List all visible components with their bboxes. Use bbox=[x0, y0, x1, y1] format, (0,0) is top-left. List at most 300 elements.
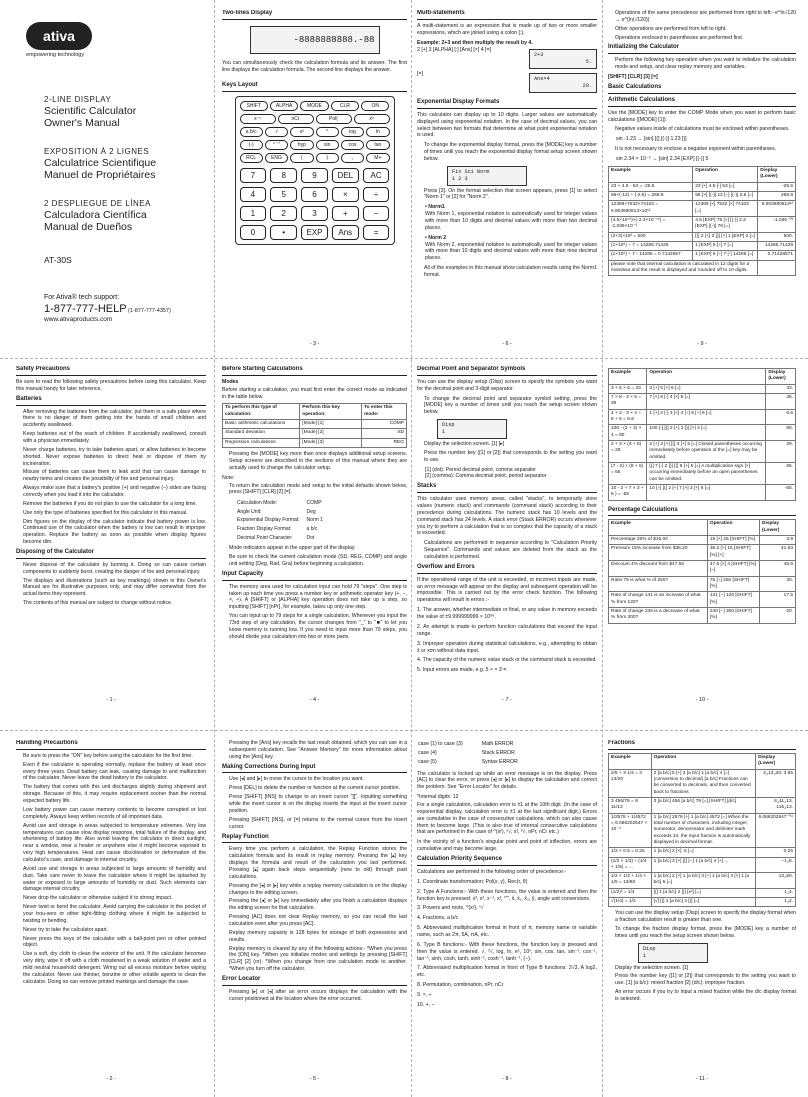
error-item: 1. The answer, whether intermediate or final, or any value in memory exceeds the value of ±9.999999999 × 10⁹⁹. bbox=[417, 607, 597, 621]
calculator-key: DEL bbox=[332, 168, 359, 183]
calculator-key: ln bbox=[366, 127, 389, 137]
lcd-line-1: Disp bbox=[643, 945, 656, 952]
calculator-keypad-illustration bbox=[235, 96, 395, 245]
table-cell: 2 [+] 3 [×] [(] 4 [+] 5 [=] Closed parentheses occurring immediately before operation of the [=] key may be omitted. bbox=[647, 440, 766, 462]
table-row bbox=[223, 420, 407, 429]
section-heading: Two-lines Display bbox=[222, 10, 407, 20]
table-cell: 45.6 bbox=[760, 561, 796, 577]
default-row bbox=[236, 525, 324, 534]
calculator-key: 5 bbox=[270, 187, 297, 202]
bullet: • After removing the batteries from the calculator, put them in a safe place where there is no danger of them getting into the hands of small children and accidently swallowed. bbox=[23, 409, 206, 430]
default-value: COMP bbox=[306, 500, 322, 507]
case-label: case (1) to case (3) bbox=[418, 741, 463, 747]
calculator-key: log bbox=[341, 127, 364, 137]
bullet: • Never charge batteries, try to take batteries apart, or allow batteries to become shorted. Never expose batteries to direct heat or dispose of them by incineration. bbox=[23, 447, 206, 468]
case-error: Math ERROR bbox=[481, 741, 514, 747]
bullet: • Pressing [AC] does not clear Replay memory, so you can recall the last calculation even after you press [AC]. bbox=[229, 914, 407, 928]
column-divider bbox=[602, 0, 603, 1097]
table-row bbox=[609, 813, 796, 848]
table-cell: 17.5 bbox=[760, 592, 796, 608]
bullet: • Pressing the [◂] or [▸] key immediately after you finish a calculation displays the editing screen for that calculation. bbox=[229, 898, 407, 912]
paragraph: You can simultaneously check the calculation formula and its answer. The first line displays the calculation formula. The second line displays the answer. bbox=[222, 59, 407, 73]
column-header: Display (Lower) bbox=[758, 166, 796, 182]
section-heading: Arithmetic Calculations bbox=[608, 97, 796, 107]
handling-list bbox=[16, 753, 206, 986]
bullet: • Mode indicators appear in the upper part of the display. bbox=[229, 545, 407, 552]
page-1 bbox=[16, 366, 206, 706]
bullet: • An error occurs if you try to input a mixed fraction while the d/c display format is selected. bbox=[615, 989, 796, 1003]
table-cell: Percentage 26% of $15.00 bbox=[609, 536, 708, 545]
table-cell: [Mode] [2] bbox=[300, 429, 362, 438]
lcd-line-2: 1 bbox=[442, 429, 446, 436]
table-cell: 6.066202547⁻⁰⁴ bbox=[756, 813, 796, 848]
table-cell: Discount 4% discount from $47.50 bbox=[609, 561, 708, 577]
tagline: empowering technology bbox=[26, 52, 85, 58]
calculator-key: hyp bbox=[290, 140, 313, 150]
table-row bbox=[609, 797, 796, 813]
table-cell: 6.903680613¹² bbox=[758, 201, 796, 217]
sub-heading: • Norm 2 bbox=[425, 234, 447, 241]
table-cell: 1 [a b/c] 2578 [+] 1 [a b/c] 4572 [=] When the total number of characters, including integer, numerator, denominator and delimiter mark exceeds 10, the input fraction is automatically displayed in decimal format. bbox=[651, 813, 755, 848]
calculator-key: AC bbox=[363, 168, 390, 183]
page-4 bbox=[222, 366, 407, 706]
example-label: Example: 2+3 and then multiply the result by 4. bbox=[417, 39, 533, 46]
table-row bbox=[609, 251, 796, 260]
cover-en-small: 2-LINE DISPLAY bbox=[44, 95, 112, 105]
cover-en-title-2: Owner's Manual bbox=[44, 116, 120, 129]
case-row bbox=[417, 758, 519, 767]
table-row bbox=[609, 898, 796, 907]
table-cell: (1/2)² = 1/4 bbox=[609, 888, 652, 897]
column-header: Example bbox=[609, 166, 693, 182]
bullet: • The displays and illustrations (such as key markings) shown in this Owner's Manual are for illustrative purposes only, and may differ somewhat from the actual items they represent. bbox=[23, 578, 206, 599]
bullet: • Replay memory capacity is 128 bytes for storage of both expressions and results. bbox=[229, 930, 407, 944]
priority-item: 8. Permutation, combination, nPr, nCr bbox=[417, 982, 504, 989]
page-3 bbox=[222, 10, 407, 350]
calculator-key: • bbox=[270, 225, 297, 240]
table-cell: SD bbox=[362, 429, 407, 438]
table-cell: 8⌟11⌟13. 115⌟13. bbox=[756, 797, 796, 813]
table-cell: 3.9 bbox=[760, 536, 796, 545]
column-divider bbox=[411, 0, 412, 1097]
case-label: case (4) bbox=[418, 749, 437, 756]
calculator-key: 8 bbox=[270, 168, 297, 183]
table-cell: 0.25 bbox=[756, 848, 796, 857]
calculator-key: 2 bbox=[270, 206, 297, 221]
table-cell: 1 + 2 - 3 × 4 ÷ 5 + 6 = 6.6 bbox=[609, 409, 647, 425]
paragraph: A multi-statement is an expression that is made up of two or more smaller expressions, which are joined using a colon [:]. bbox=[417, 22, 597, 36]
example: sin -1.23 → [sin] [(] [(-)] 1.23 [)] bbox=[616, 136, 687, 143]
paragraph: You can use the display setup (Disp) screen to specify the symbols you want for the decimal point and 3-digit separator. bbox=[417, 378, 597, 392]
bullet: • Never press the keys of the calculator with a ball-point pen or other pointed object. bbox=[23, 936, 206, 950]
calculator-key: × bbox=[332, 187, 359, 202]
bullet: • You can use the display setup (Disp) screen to specify the display format when a fraction calculation result is greater than one. bbox=[615, 910, 796, 924]
option: [1] (dot): Period decimal point, comma separator bbox=[425, 466, 537, 473]
cover-fr-title-1: Calculatrice Scientifique bbox=[44, 156, 157, 169]
priority-item: 1. Coordinate transformation: Pol(x, y), Rec(r, θ) bbox=[417, 878, 528, 885]
section-heading: Disposing of the Calculator bbox=[16, 549, 206, 559]
error-item: 3. Improper operation during statistical calculations, e.g., attempting to obtain x̄ or xσn without data input. bbox=[417, 640, 597, 654]
error-list bbox=[417, 607, 597, 674]
paragraph: The calculator is locked up while an error message is on the display. Press [AC] to clear the error, or press [◂] or [▸] to display the calculation and correct the problem. See "Error Locator" for details. bbox=[417, 770, 597, 791]
calculator-key: ÷ bbox=[363, 187, 390, 202]
paragraph: This calculator uses memory areas, called "stacks", to temporarily store values (numeric stack) and commands (command stack) according to their precedence during calculations. The numeric stack has 10 levels and the command stack has 24 levels. A stack error (Stack ERROR) occurs whenever you try to perform a calculation that is so complex that the capacity of a stack is exceeded. bbox=[417, 496, 597, 537]
table-cell: 7 × 8 - 4 × 5 = 36 bbox=[609, 393, 647, 409]
section-heading: Calculation Priority Sequence bbox=[417, 856, 597, 866]
section-heading: Batteries bbox=[16, 396, 206, 406]
sub-heading: • Norm1 bbox=[425, 204, 445, 211]
section-heading: Fractions bbox=[608, 740, 796, 750]
table-cell: 15 [×] 26 [SHIFT] [%] bbox=[707, 536, 759, 545]
note-label: Note: bbox=[222, 474, 235, 481]
default-key: Fraction Display Format: bbox=[237, 526, 292, 533]
priority-item: 3. Powers and roots, ^(xʸ), ˣ√ bbox=[417, 905, 484, 912]
section-heading: Safety Precautions bbox=[16, 366, 206, 376]
table-cell: 1/2 × 0.5 = 0.25 bbox=[609, 848, 652, 857]
table-row bbox=[223, 438, 407, 447]
table-cell: 268.8 bbox=[758, 191, 796, 200]
bullet: • You can input up to 79 steps for a single calculation. Whenever you input the 73rd step of any calculation, the cursor changes from "_" to "■" to let you know memory is running low. If you need to input more than 79 steps, you should divide your calculation into two or more parts. bbox=[229, 613, 407, 640]
table-row bbox=[609, 769, 796, 797]
table-cell: REG bbox=[362, 438, 407, 447]
bullet: • Keep batteries out of the reach of children. If accidentally swallowed, consult with a physician immediately. bbox=[23, 431, 206, 445]
page-number: - 5 - bbox=[309, 1075, 320, 1082]
paragraph: Use the [MODE] key to enter the COMP Mode when you want to perform basic calculations ([MODE] [1]). bbox=[608, 109, 796, 123]
calculator-key: = bbox=[363, 225, 390, 240]
error-cases bbox=[417, 740, 519, 767]
page-11 bbox=[608, 740, 796, 1085]
case-row bbox=[417, 749, 519, 758]
lcd-line-2: 1 bbox=[643, 952, 647, 959]
bullet: • All of the examples in this manual show calculation results using the Norm1 format. bbox=[424, 265, 597, 279]
bullet: • Be sure to check the current calculation mode (SD, REG, COMP) and angle unit setting (Deg, Rad, Gra) before beginning a calculation. bbox=[229, 554, 407, 568]
table-cell: [Mode] [3] bbox=[300, 438, 362, 447]
calculator-key: 3 bbox=[301, 206, 328, 221]
table-cell: (7 - 2) × (8 + 5) = 65 bbox=[609, 462, 647, 484]
section-heading: Decimal Point and Separator Symbols bbox=[417, 366, 597, 376]
function-keys-row-3 bbox=[240, 140, 390, 150]
table-cell: 10 [÷] [(] 2 [+] 7 [×] 3 [+] 6 [=] bbox=[647, 484, 766, 500]
cover-fr-small: EXPOSITION À 2 LIGNES bbox=[44, 147, 150, 157]
table-row bbox=[609, 216, 796, 232]
table-row bbox=[609, 848, 796, 857]
bullet: • The battery that comes with this unit discharges slightly during shipment and storage. Because of this, it may require replacement sooner than the normal expected battery life. bbox=[23, 784, 206, 805]
error-item: 4. The capacity of the numeric value stack or the command stack is exceeded. bbox=[417, 657, 597, 664]
calculator-key: ) bbox=[316, 153, 339, 163]
table-cell: [(] 2 [+] 3 [)] [×] 1 [EXP] 2 [=] bbox=[693, 232, 758, 241]
paragraph: This calculator can display up to 10 digits. Larger values are automatically displayed using exponential notation. In the case of decimal values, you can select between two formats that determine at what point exponential notation is used. bbox=[417, 111, 597, 139]
table-cell: (1/2 × 1/3) ÷ (1/4 × 1/5) = ... bbox=[609, 857, 652, 873]
table-note: please note that internal calculation is calculated in 12 digits for a mantissa and the result is displayed and rounded off to 10 digits. bbox=[609, 260, 758, 276]
paragraph: If the operational range of the unit is exceeded, or incorrect inputs are made, an error message will appear on the display and subsequent operation will be impossible. This is carried out by the error check function. The following operations will result in errors :- bbox=[417, 576, 597, 604]
bullet: • The memory area used for calculation input can hold 79 "steps". One step is taken up each time you press a number key or arithmetic operator key (+, −, ×, ÷). A [SHIFT] or [ALPHA] key operation does not take up a step, so inputting [SHIFT] [nPr], for example, takes up only one step. bbox=[229, 584, 407, 611]
calculator-key: tan bbox=[366, 140, 389, 150]
table-cell: (1×10⁵) ÷ 7 - 14285 = 0.7142857 bbox=[609, 251, 693, 260]
calculator-key: MODE bbox=[300, 101, 328, 111]
table-cell: 100 [-] [(] 2 [+] 3 [)] [×] 4 [=] bbox=[647, 425, 766, 441]
column-header: Example bbox=[609, 369, 647, 385]
table-cell: 1⌟4. bbox=[756, 888, 796, 897]
error-item: 2. An attempt is made to perform function calculations that exceed the input range. bbox=[417, 623, 597, 637]
table-cell: -25.5 bbox=[758, 182, 796, 191]
table-cell: (2+3)×10² = 500 bbox=[609, 232, 693, 241]
paragraph: In the vicinity of a function's singular point and point of inflection, errors are cumulative and may become large. bbox=[417, 839, 597, 853]
table-row bbox=[609, 182, 796, 191]
table-cell: 1 [a b/c] 3 [×] [(] [−] 1 [a b/c] 4 [+] ... bbox=[651, 857, 755, 873]
bullet: • Misuse of batteries can cause them to leak acid that can cause damage to nearby items and creates the possibility of fire and personal injury. bbox=[23, 469, 206, 483]
cover-es-small: 2 DESPLIEGUE DE LÍNEA bbox=[44, 199, 151, 209]
table-cell: 75 [÷] 250 [SHIFT] [%] bbox=[707, 576, 759, 592]
calculator-key: 1 bbox=[240, 206, 267, 221]
case-label: case (5) bbox=[418, 758, 437, 765]
table-cell: 65. bbox=[766, 462, 796, 484]
calculator-key: , bbox=[341, 153, 364, 163]
table-row bbox=[223, 429, 407, 438]
bullet: • Never twist or bend the calculator. Avoid carrying the calculator in the pocket of your trou-sers or other tight-fitting clothing where it might be subjected to twisting or bending. bbox=[23, 904, 206, 925]
column-header: Display (Lower) bbox=[756, 753, 796, 769]
paragraph: Be sure to read the following safety precautions before using this calculator. Keep this manual handy for later reference. bbox=[16, 378, 206, 392]
bullet: • To change the decimal point and separator symbol setting, press the [MODE] key a number of times until you reach the setup screen shown below. bbox=[424, 396, 597, 417]
column-header: Operation bbox=[647, 369, 766, 385]
table-cell: 1⌟2. bbox=[756, 898, 796, 907]
table-row bbox=[609, 384, 796, 393]
corrections-list bbox=[222, 776, 407, 830]
calculator-key: 7 bbox=[240, 168, 267, 183]
table-cell: Rate of change 141 is an increase of what % from 120? bbox=[609, 592, 708, 608]
section-heading: Input Capacity bbox=[222, 571, 407, 581]
lcd-display: -8888888888.-88 bbox=[250, 26, 380, 54]
bullet: • Pressing the [Ans] key recalls the last result obtained, which you can use in a subsequent calculation. See "Answer Memory" for more information about using the [Ans] key. bbox=[229, 740, 407, 761]
table-cell: 36.2 [×] 15 [SHIFT] [%] [+] bbox=[707, 545, 759, 561]
table-row bbox=[609, 201, 796, 217]
paragraph: For a single calculation, calculation error is ±1 at the 10th digit. (In the case of exponential display, calculation error is ±1 at the last significant digit.) Errors are cumulative in the case of consecutive calculations, which can also cause them to become large. (This is also true of internal consecutive calculations that are performed in the case of ^(xʸ), ˣ√, x!, ³√, nPr, nCr etc.) bbox=[417, 802, 597, 836]
calculator-key: x⁻¹ bbox=[240, 114, 276, 124]
default-key: Angle Unit: bbox=[237, 508, 262, 515]
table-cell: 56×(-12) ÷ (-2.5) = 268.8 bbox=[609, 191, 693, 200]
page-8 bbox=[417, 740, 597, 1085]
defaults-list bbox=[236, 499, 324, 542]
table-cell: 56 [×] [(-)] 12 [÷] [(-)] 2.5 [=] bbox=[693, 191, 758, 200]
page-10 bbox=[608, 366, 796, 706]
table-cell: 3 [+] 5 [×] 6 [=] bbox=[647, 384, 766, 393]
page-7 bbox=[417, 366, 597, 706]
calculator-key: SHIFT bbox=[240, 101, 268, 111]
modes-table bbox=[222, 403, 407, 448]
table-row bbox=[609, 888, 796, 897]
table-row bbox=[609, 191, 796, 200]
column-header: Display (Lower) bbox=[760, 520, 796, 536]
table-cell: [√] [(] 1 [a b/c] 4 [)] [=] bbox=[651, 898, 755, 907]
table-cell: COMP bbox=[362, 420, 407, 429]
function-keys-row-1 bbox=[240, 114, 390, 124]
dispose-list bbox=[16, 562, 206, 607]
bullet: • It is not necessary to enclose a negative exponent within parentheses. bbox=[615, 146, 796, 153]
paragraph: With Norm 1, exponential notation is automatically used for integer values with more than 10 digits and decimal values with more than two decimal places. bbox=[425, 211, 597, 231]
bullet: • Operations of the same precedence are performed from right to left:- e^ln√120 → e^{ln(√120)} bbox=[615, 10, 796, 24]
table-cell: -55. bbox=[766, 484, 796, 500]
bullet: • Replay memory is cleared by any of the following actions:- *When you press the [ON] key. *When you initialize modes and settings by pressing [SHIFT] [CLR] [2] (or). *When you change from one calculation mode to another. *When you turn off the calculator. bbox=[229, 946, 407, 973]
percentage-table bbox=[608, 519, 796, 623]
calculator-key: x³ bbox=[354, 114, 390, 124]
table-cell: 6.6 bbox=[766, 409, 796, 425]
calculator-key: √ bbox=[265, 127, 288, 137]
lcd-line-1: Disp bbox=[442, 422, 455, 429]
column-header: Operation bbox=[651, 753, 755, 769]
table-cell: 141 [−] 120 [SHIFT] [%] bbox=[707, 592, 759, 608]
bullet: • To change the fraction display format, press the [MODE] key a number of times until you reach the setup screen shown below. bbox=[615, 926, 796, 940]
table-cell: 1 [EXP] 5 [÷] 7 [-] 14285 [=] bbox=[693, 251, 758, 260]
default-row bbox=[236, 499, 324, 508]
bullet: • Every time you perform a calculation, the Replay Function stores the calculation formula and its result in replay memory. Pressing the [▴] key displays the formula and result of the calculation you last performed. Pressing [▴] again back steps sequentially (new to old) through past calculations. bbox=[229, 846, 407, 880]
default-key: Calculation Mode: bbox=[237, 500, 278, 507]
table-cell: Standard deviation bbox=[223, 429, 300, 438]
lcd-line-2: 1 2 3 bbox=[452, 175, 468, 182]
calculator-key: − bbox=[363, 206, 390, 221]
priority-item: 2. Type A Functions:- With these functions, the value is entered and then the function key is pressed: x³, x², x⁻¹, x!, °'", x̂, x̂₁, x̂₂, ŷ, angle unit conversions. bbox=[417, 888, 597, 902]
calculator-key: 0 bbox=[240, 225, 267, 240]
table-cell: 23 + 4.5 - 53 = -25.5 bbox=[609, 182, 693, 191]
table-cell: 4.5 [EXP] 75 [×] [(-)] 2.3 [EXP] [(-)] 79 [=] bbox=[693, 216, 758, 232]
column-header: Display (Lower) bbox=[766, 369, 796, 385]
bullet: • Low battery power can cause memory contents to become corrupted or lost completely. Always keep written records of all important data. bbox=[23, 807, 206, 821]
bullet: • Never drop the calculator or otherwise subject it to strong impact. bbox=[23, 895, 206, 902]
table-row bbox=[609, 393, 796, 409]
row-divider bbox=[0, 730, 808, 731]
table-row bbox=[609, 576, 796, 592]
page-number: - 9 - bbox=[697, 340, 707, 347]
function-keys-top bbox=[240, 101, 390, 111]
table-cell: 29. bbox=[766, 440, 796, 462]
bullet: • Press [DEL] to delete the number or function at the current cursor position. bbox=[229, 785, 407, 792]
calculator-key: ( bbox=[290, 153, 313, 163]
calculator-key: nCr bbox=[278, 114, 314, 124]
cover-es-title-2: Manual de Dueños bbox=[44, 220, 133, 233]
lcd-line-2: 5. bbox=[585, 59, 592, 66]
column-header: Operation bbox=[693, 166, 758, 182]
section-heading: Handling Precautions bbox=[16, 740, 206, 750]
table-cell: 41.63 bbox=[760, 545, 796, 561]
table-cell: 80. bbox=[766, 425, 796, 441]
table-cell: 23 [+] 4.5 [-] 53 [=] bbox=[693, 182, 758, 191]
bullet: • Calculations are performed in sequence according to "Calculation Priority Sequence". Commands and values are deleted from the stack as the calculation is performed. bbox=[424, 540, 597, 561]
table-cell: 500. bbox=[758, 232, 796, 241]
bullet: • Avoid use and storage in areas subjected to large amounts of humidity and dust. Take care never to leave the calculator where it might be splashed by water or exposed to large amounts of humidity or dust. Such elements can damage internal circuitry. bbox=[23, 866, 206, 893]
table-cell: Ratio 75 is what % of 250? bbox=[609, 576, 708, 592]
lcd-line-1: Fix Sci Norm bbox=[452, 168, 490, 175]
section-heading: Initializing the Calculator bbox=[608, 44, 796, 54]
table-cell: 0.71428571 bbox=[758, 251, 796, 260]
priority-item: 5. Abbreviated multiplication format in front of π, memory name or variable name, such as 2π, 5A, πA, etc. bbox=[417, 925, 597, 938]
bullet: • Perform the following key operation when you want to initialize the calculation mode and setup, and clear replay memory and variables. bbox=[615, 57, 796, 71]
table-cell: Premium 15% increase from $36.20 bbox=[609, 545, 708, 561]
table-row bbox=[609, 232, 796, 241]
table-cell: 3 456/78 = 8 11/13 bbox=[609, 797, 652, 813]
page-number: - 4 - bbox=[309, 696, 320, 703]
table-row bbox=[609, 608, 796, 624]
default-row bbox=[236, 508, 324, 517]
calculator-key: ALPHA bbox=[270, 101, 298, 111]
calculator-key: 9 bbox=[301, 168, 328, 183]
default-value: Norm 1 bbox=[306, 517, 323, 524]
paragraph: With Norm 2, exponential notation is automatically used for integer values with more than 10 digits and decimal values with more than nine decimal places. bbox=[425, 241, 597, 262]
page-6 bbox=[417, 10, 597, 350]
support-phone-alt: (1-877-777-4357) bbox=[128, 307, 171, 314]
key-sequence: 2 [+] 3 [ALPHA] [:] [Ans] [×] 4 [=] bbox=[417, 47, 491, 54]
table-cell: 3⌟13⌟20. 3.65 bbox=[756, 769, 796, 797]
table-cell: 33. bbox=[766, 384, 796, 393]
table-cell: (1×10⁵) ÷ 7 = 14285.71429 bbox=[609, 241, 693, 250]
case-error: Stack ERROR bbox=[481, 749, 515, 756]
page-number: - 7 - bbox=[502, 696, 512, 703]
default-row bbox=[236, 534, 324, 543]
bullet: • Press [SHIFT] [INS] to change to an insert cursor "[]". Inputting something while the insert cursor is on the display inserts the input at the insert cursor position. bbox=[229, 794, 407, 815]
table-cell: -1.035⁻⁰³ bbox=[758, 216, 796, 232]
bullet: • Use only the type of batteries specified for this calculator in this manual. bbox=[23, 510, 206, 517]
column-header: To enter this mode: bbox=[362, 404, 407, 420]
section-heading: Basic Calculations bbox=[608, 84, 796, 94]
page-9 bbox=[608, 10, 796, 350]
column-header: Perform this key operation: bbox=[300, 404, 362, 420]
priority-item: 9. ×, ÷ bbox=[417, 991, 432, 998]
cover-en-title-1: Scientific Calculator bbox=[44, 104, 137, 117]
bullet: • Pressing the [◂] or [▸] key while a replay memory calculation is on the display changes to the editing screen. bbox=[229, 883, 407, 897]
function-keys-row-4 bbox=[240, 153, 390, 163]
number-keys bbox=[240, 168, 390, 240]
bullet: • Avoid use and storage in areas subjected to temperature extremes. Very low temperatures can cause slow display response, total failure of the display, and shortening of battery life. Also avoid leaving the calculator in direct sunlight, near a window, near a heater or anywhere else it might become exposed to very high temperatures. Heat can cause discoloration or deformation of the calculator's case, and damage to internal circuitry. bbox=[23, 823, 206, 864]
calculator-key: (-) bbox=[240, 140, 263, 150]
cover-fr-title-2: Manuel de Propriétaires bbox=[44, 168, 156, 181]
calculator-key: sin bbox=[316, 140, 339, 150]
table-cell: (4.5×10⁷⁵)×(-2.3×10⁻⁷⁹) = -1.035×10⁻³ bbox=[609, 216, 693, 232]
cover-es-title-1: Calculadora Científica bbox=[44, 208, 147, 221]
table-cell: 240 [−] 300 [SHIFT] [%] bbox=[707, 608, 759, 624]
table-cell: 12369×7532×74103 = 6.903680613×10¹² bbox=[609, 201, 693, 217]
section-heading: Error Locator bbox=[222, 976, 407, 986]
table-cell: [Mode] [1] bbox=[300, 420, 362, 429]
page-number: - 11 - bbox=[695, 1075, 709, 1082]
table-cell: 2/5 + 3 1/4 = 3 13/20 bbox=[609, 769, 652, 797]
case-error: Syntax ERROR bbox=[481, 758, 518, 765]
page-number: - 10 - bbox=[695, 696, 709, 703]
priority-item: 4. Fractions, a b/c bbox=[417, 915, 459, 922]
priority-item: 7. Abbreviated multiplication format in front of Type B functions: 2√3, A log2, etc. bbox=[417, 965, 597, 979]
bullet: • Press [3]. On the format selection that screen appears, press [1] to select "Norm 1" or [2] for "Norm 2". bbox=[424, 188, 597, 202]
bullet: • Always make sure that a battery's positive (+) and negative (–) sides are facing correctly when you load it into the calculator. bbox=[23, 485, 206, 499]
table-cell: [(] 1 [a b/c] 2 [)] [x²] [=] bbox=[651, 888, 755, 897]
section-heading: Making Corrections During Input bbox=[222, 764, 407, 774]
capacity-list bbox=[222, 584, 407, 641]
cover-page bbox=[16, 10, 206, 350]
table-row bbox=[609, 440, 796, 462]
bullet: • Use [◂] and [▸] to move the cursor to the location you want. bbox=[229, 776, 407, 783]
page-2 bbox=[16, 740, 206, 1085]
table-row bbox=[609, 409, 796, 425]
table-row bbox=[609, 545, 796, 561]
table-cell: −1⌟6. bbox=[756, 857, 796, 873]
bullet: • Pressing [SHIFT] [INS], or [=] returns to the normal cursor from the insert cursor. bbox=[229, 817, 407, 831]
table-cell: 13⌟60. bbox=[756, 873, 796, 889]
bullet: • Negative values inside of calculations must be enclosed within parentheses. bbox=[615, 126, 796, 133]
calculator-key: CLR bbox=[331, 101, 359, 111]
calculator-key: Ans bbox=[332, 225, 359, 240]
table-cell: 7 [×] 8 [-] 4 [×] 5 [=] bbox=[647, 393, 766, 409]
arithmetic-table bbox=[608, 166, 796, 276]
table-cell: 3 [a b/c] 456 [a b/c] 78 [=] [SHIFT] [d/c] bbox=[651, 797, 755, 813]
bullet: • To return the calculation mode and setup to the initial defaults shown below, press [SHIFT] [CLR] [2] [=]. bbox=[229, 483, 407, 497]
table-cell: 1/2 × 1/3 + 1/4 × 1/5 = 13/60 bbox=[609, 873, 652, 889]
bullet: • Be sure to press the "ON" key before using the calculator for the first time. bbox=[23, 753, 206, 760]
table-cell: 1 [a b/c] 2 [×] 1 [a b/c] 3 [+] 1 [a b/c] 4 [×] 1 [a b/c] 5 [=] bbox=[651, 873, 755, 889]
